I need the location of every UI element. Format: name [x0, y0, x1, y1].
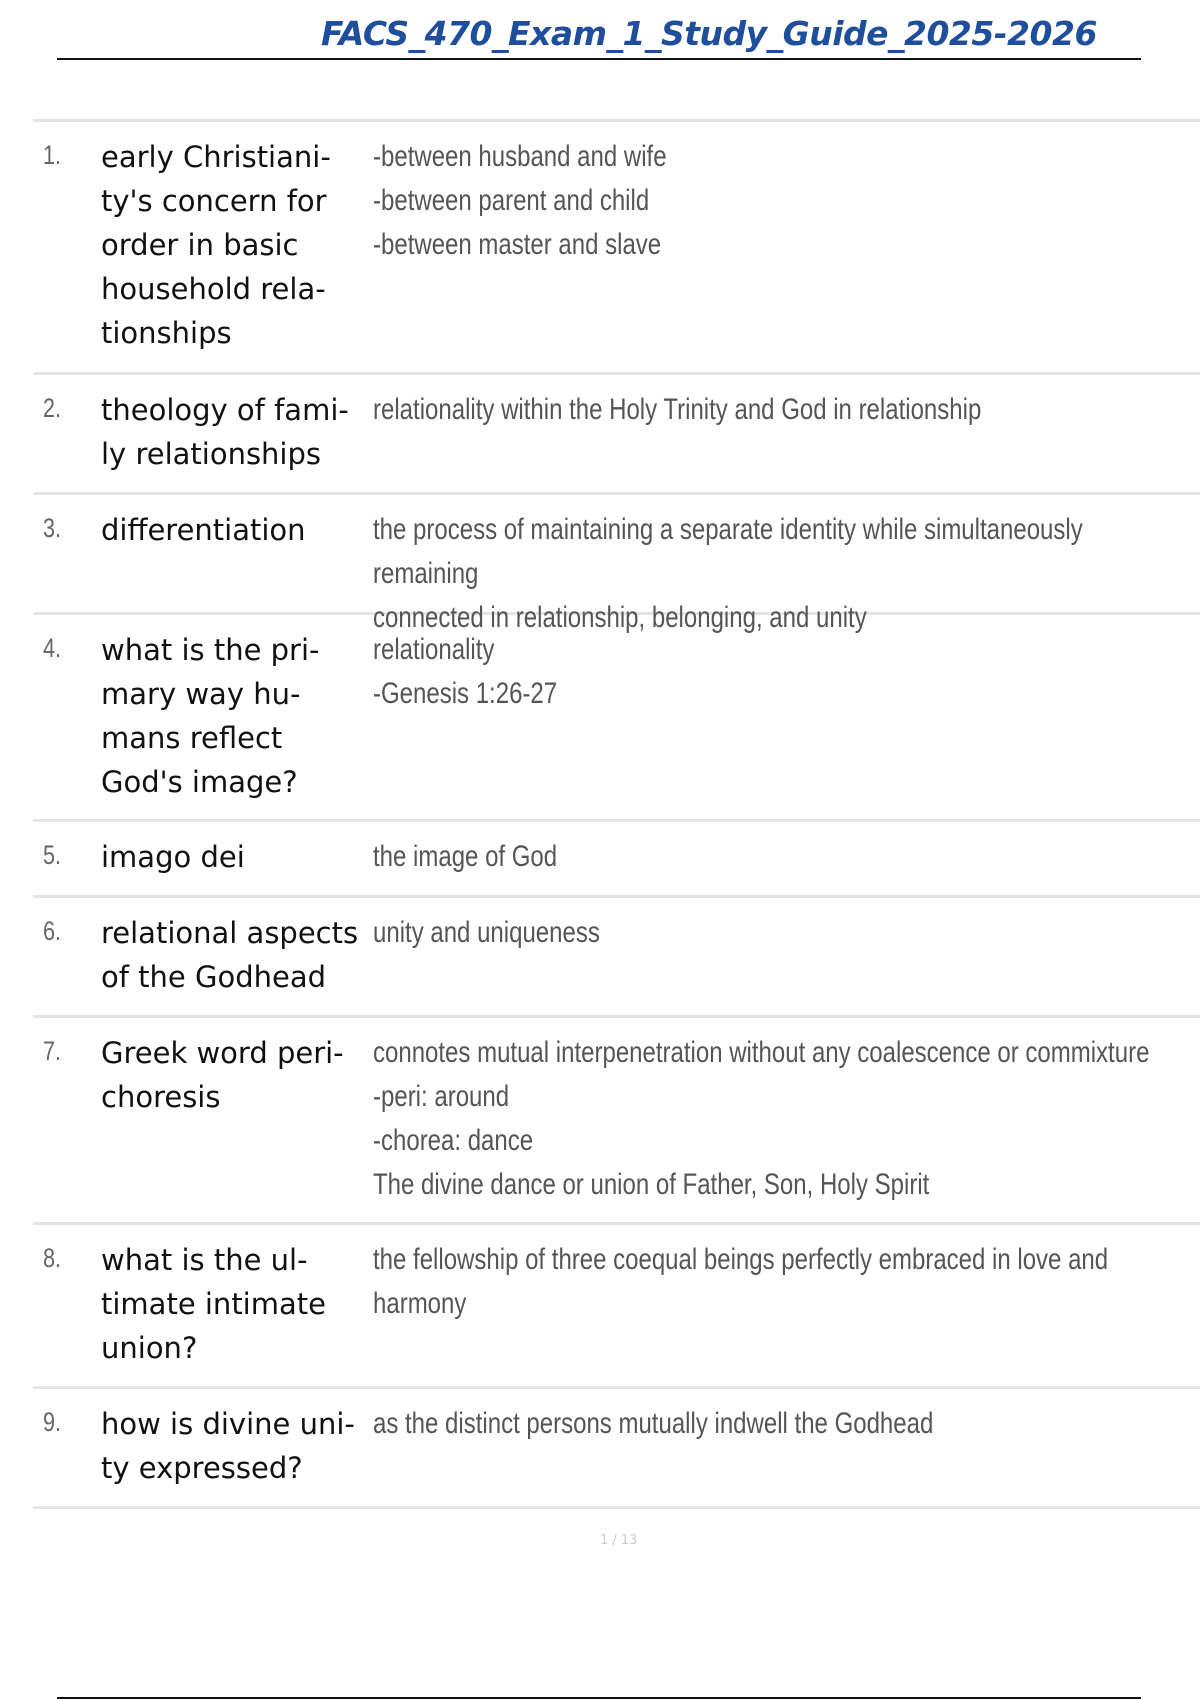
card-number: 8. [43, 1243, 62, 1273]
card-number: 9. [43, 1407, 62, 1437]
card-definition: unity and uniqueness [373, 916, 600, 949]
card-definition: -between husband and wife -between parent and child -between master and slave [373, 140, 667, 261]
flashcard-row [33, 1018, 1200, 1225]
flashcard-row [33, 615, 1200, 822]
document-title: FACS_470_Exam_1_Study_Guide_2025-2026 [321, 14, 1097, 53]
card-number: 3. [43, 513, 62, 543]
card-definition: relationality within the Holy Trinity and God in relationship [373, 393, 982, 426]
flashcard-row [33, 822, 1200, 898]
flashcard-row [33, 1389, 1200, 1509]
card-term: Greek word peri- choresis [101, 1036, 344, 1114]
card-definition: the process of maintaining a separate identity while simultaneously remaining connected in relationship, belonging, and unity [373, 513, 1083, 634]
card-number: 7. [43, 1036, 62, 1066]
flashcard-row [33, 375, 1200, 495]
card-definition: as the distinct persons mutually indwell the Godhead [373, 1407, 934, 1440]
page-number: 1 / 13 [600, 1533, 638, 1548]
flashcard-list [33, 119, 1200, 1509]
flashcard-row [33, 495, 1200, 634]
card-number: 6. [43, 916, 62, 946]
card-term: imago dei [101, 840, 245, 874]
footer-divider [57, 1697, 1141, 1699]
card-term: what is the ul- timate intimate union? [101, 1243, 326, 1365]
card-term: theology of fami- ly relationships [101, 393, 349, 471]
flashcard-row [33, 898, 1200, 1018]
card-term: early Christiani- ty's concern for order in basic household rela- tionships [101, 140, 331, 350]
card-term: relational aspects of the Godhead [101, 916, 359, 994]
card-number: 4. [43, 633, 62, 663]
card-term: how is divine uni- ty expressed? [101, 1407, 355, 1485]
card-definition: the image of God [373, 840, 558, 873]
flashcard-row [33, 1225, 1200, 1389]
card-number: 5. [43, 840, 62, 870]
flashcard-row [33, 122, 1200, 375]
card-definition: the fellowship of three coequal beings perfectly embraced in love and harmony [373, 1243, 1109, 1320]
document-header [57, 12, 1141, 60]
card-term: what is the pri- mary way hu- mans reflect God's image? [101, 633, 320, 799]
card-term: differentiation [101, 513, 306, 547]
card-number: 1. [43, 140, 62, 170]
card-number: 2. [43, 393, 62, 423]
card-definition: relationality -Genesis 1:26-27 [373, 633, 558, 710]
card-definition: connotes mutual interpenetration without any coalescence or commixture -peri: around -chorea: dance The divine dance or union of Father, Son, Holy Spirit [373, 1036, 1150, 1201]
